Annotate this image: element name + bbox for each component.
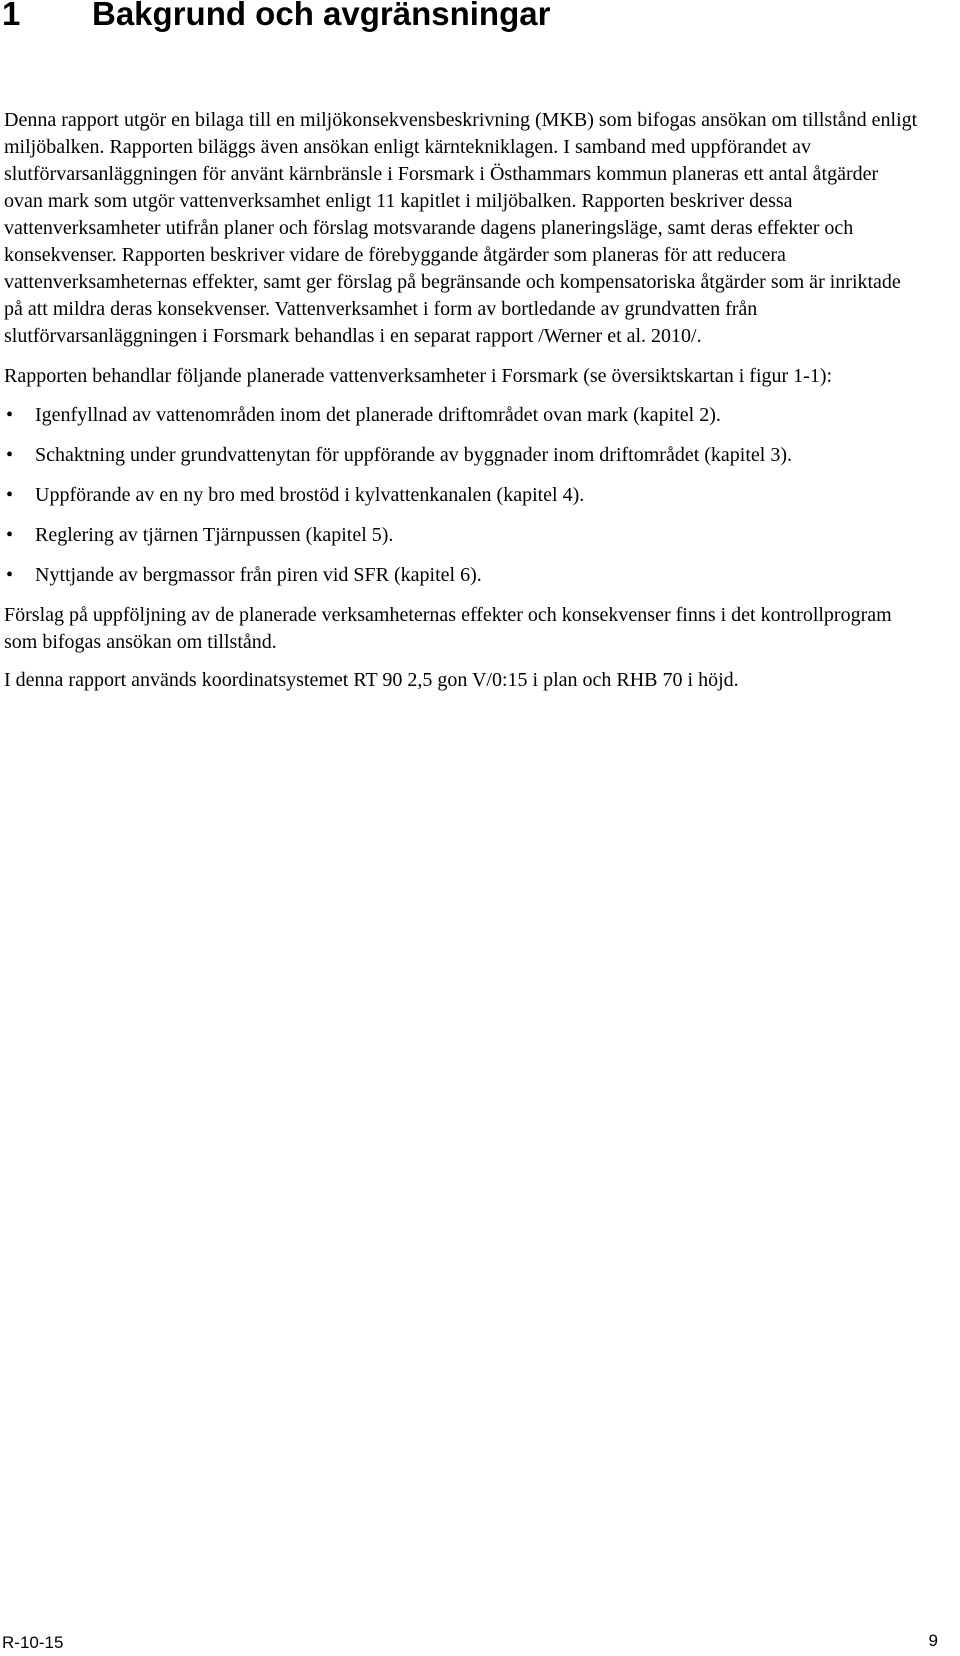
list-item (4, 442, 922, 469)
section-title: Bakgrund och avgränsningar (92, 0, 551, 32)
activity-list (4, 402, 922, 589)
list-intro-paragraph: Rapporten behandlar följande planerade vattenverksamheter i Forsmark (se översiktskartan i figur 1-1): (4, 365, 833, 387)
bullet-icon: • (6, 564, 14, 586)
list-item (4, 402, 922, 429)
bullet-icon: • (6, 524, 14, 546)
followup-paragraph: Förslag på uppföljning av de planerade verksamheternas effekter och konsekvenser finns i det kontrollprogram som bifogas ansökan om tillstånd. (4, 604, 892, 653)
section-number: 1 (2, 0, 21, 32)
bullet-icon: • (6, 404, 14, 426)
list-item (4, 562, 922, 589)
bullet-icon: • (6, 484, 14, 506)
coordinates-paragraph: I denna rapport används koordinatsystemet RT 90 2,5 gon V/0:15 i plan och RHB 70 i höjd. (4, 669, 739, 691)
page-number: 9 (928, 1631, 938, 1650)
list-item-text: Igenfyllnad av vattenområden inom det planerade driftområdet ovan mark (kapitel 2). (35, 404, 721, 426)
list-item (4, 482, 922, 509)
intro-paragraph: Denna rapport utgör en bilaga till en miljökonsekvensbeskrivning (MKB) som bifogas ansökan om tillstånd enligt miljöbalken. Rapporten biläggs även ansökan enligt kärntekniklagen. I samband med uppförandet av slutförvarsanläggningen för använt kärnbränsle i Forsmark i Östhammars kommun planeras ett antal åtgärder ovan mark som utgör vattenverksamhet enligt 11 kapitlet i miljöbalken. Rapporten beskriver dessa vattenverksamheter utifrån planer och förslag motsvarande dagens planeringsläge, samt deras effekter och konsekvenser. Rapporten beskriver vidare de förebyggande åtgärder som planeras för att reducera vattenverksamheternas effekter, samt ger förslag på begränsande och kompensatoriska åtgärder som är inriktade på att mildra deras konsekvenser. Vattenverksamhet i form av bortledande av grundvatten från slutförvarsanläggningen i Forsmark behandlas i en separat rapport /Werner et al. 2010/. (4, 109, 918, 347)
body-text (4, 107, 922, 694)
section-heading (2, 0, 550, 34)
list-item-text: Schaktning under grundvattenytan för uppförande av byggnader inom driftområdet (kapitel 3). (35, 444, 792, 466)
list-item-text: Reglering av tjärnen Tjärnpussen (kapitel 5). (35, 524, 394, 546)
list-item-text: Nyttjande av bergmassor från piren vid SFR (kapitel 6). (35, 564, 482, 586)
bullet-icon: • (6, 444, 14, 466)
report-id: R-10-15 (2, 1633, 64, 1652)
list-item-text: Uppförande av en ny bro med brostöd i kylvattenkanalen (kapitel 4). (35, 484, 585, 506)
list-item (4, 522, 922, 549)
